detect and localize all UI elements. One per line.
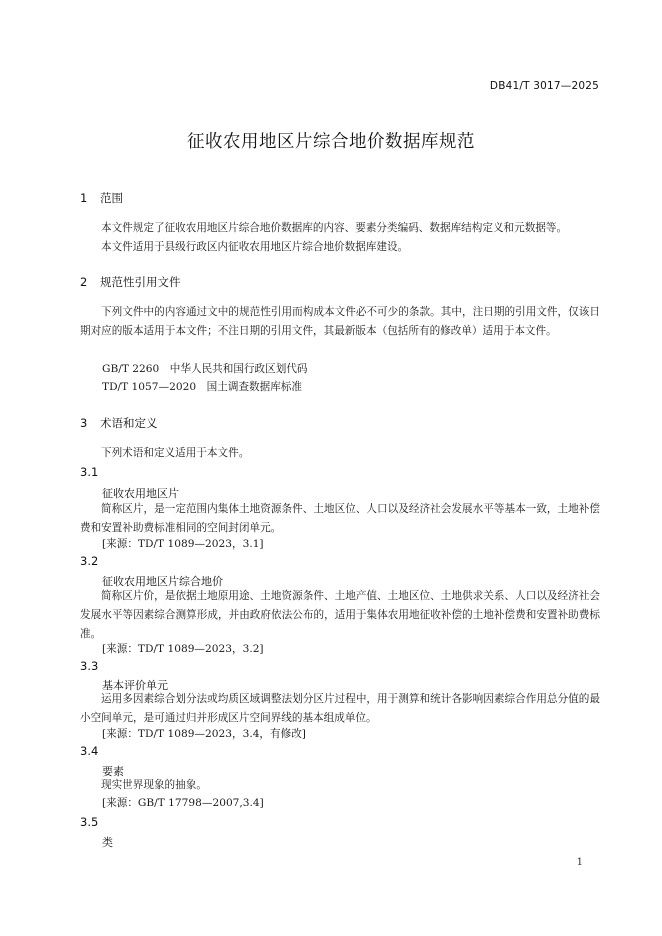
term-number: 3.3 [80,659,99,673]
term-name: 要素 [102,765,124,778]
paragraph: 下列文件中的内容通过文中的规范性引用而构成本文件必不可少的条款。其中，注日期的引用文件，仅该日期对应的版本适用于本文件；不注日期的引用文件，其最新版本（包括所有的修改单）适用于本文件。 [80,306,600,337]
section-heading-terms [80,415,158,431]
term-name: 类 [102,836,113,849]
page-title: 征收农用地区片综合地价数据库规范 [187,132,475,152]
term-source: [来源：TD/T 1089—2023，3.4，有修改] [102,728,306,740]
term-source: [来源：TD/T 1089—2023，3.2] [102,643,264,655]
paragraph: 本文件规定了征收农用地区片综合地价数据库的内容、要素分类编码、数据库结构定义和元数据等。 [101,222,568,234]
reference-item: GB/T 2260 中华人民共和国行政区划代码 [102,363,308,375]
term-name: 基本评价单元 [102,679,168,692]
section-heading-scope [80,190,123,206]
term-number: 3.1 [80,465,99,479]
term-source: [来源：TD/T 1089—2023，3.1] [102,538,264,550]
term-number: 3.4 [80,744,99,758]
term-number: 3.2 [80,554,99,568]
section-number: 2 [80,275,88,289]
page-number: 1 [576,857,583,868]
term-definition: 简称区片价，是依据土地原用途、土地资源条件、土地产值、土地区位、土地供求关系、人口以及经济社会发展水平等因素综合测算形成，并由政府依法公布的，适用于集体农用地征收补偿的土地补偿费和安置补助费标准。 [80,590,600,640]
section-title: 规范性引用文件 [100,275,181,289]
term-definition: 现实世界现象的抽象。 [101,779,207,791]
paragraph: 本文件适用于县级行政区内征收农用地区片综合地价数据库建设。 [101,241,409,253]
term-name: 征收农用地区片综合地价 [102,575,223,588]
section-number: 1 [80,191,88,205]
section-title: 范围 [100,191,123,205]
term-number: 3.5 [80,815,99,829]
term-definition: 简称区片，是一定范围内集体土地资源条件、土地区位、人口以及经济社会发展水平等基本一致，土地补偿费和安置补助费标准相同的空间封闭单元。 [80,503,600,534]
section-number: 3 [80,416,88,430]
section-heading-references [80,274,181,290]
document-code: DB41/T 3017—2025 [489,80,599,92]
section-title: 术语和定义 [100,416,158,430]
term-source: [来源：GB/T 17798—2007,3.4] [102,797,264,809]
term-definition: 运用多因素综合划分法或均质区域调整法划分区片过程中，用于测算和统计各影响因素综合作用总分值的最小空间单元，是可通过归并形成区片空间界线的基本组成单位。 [80,693,600,724]
reference-item: TD/T 1057—2020 国土调查数据库标准 [102,381,303,393]
paragraph: 下列术语和定义适用于本文件。 [101,447,250,459]
term-name: 征收农用地区片 [102,487,179,500]
